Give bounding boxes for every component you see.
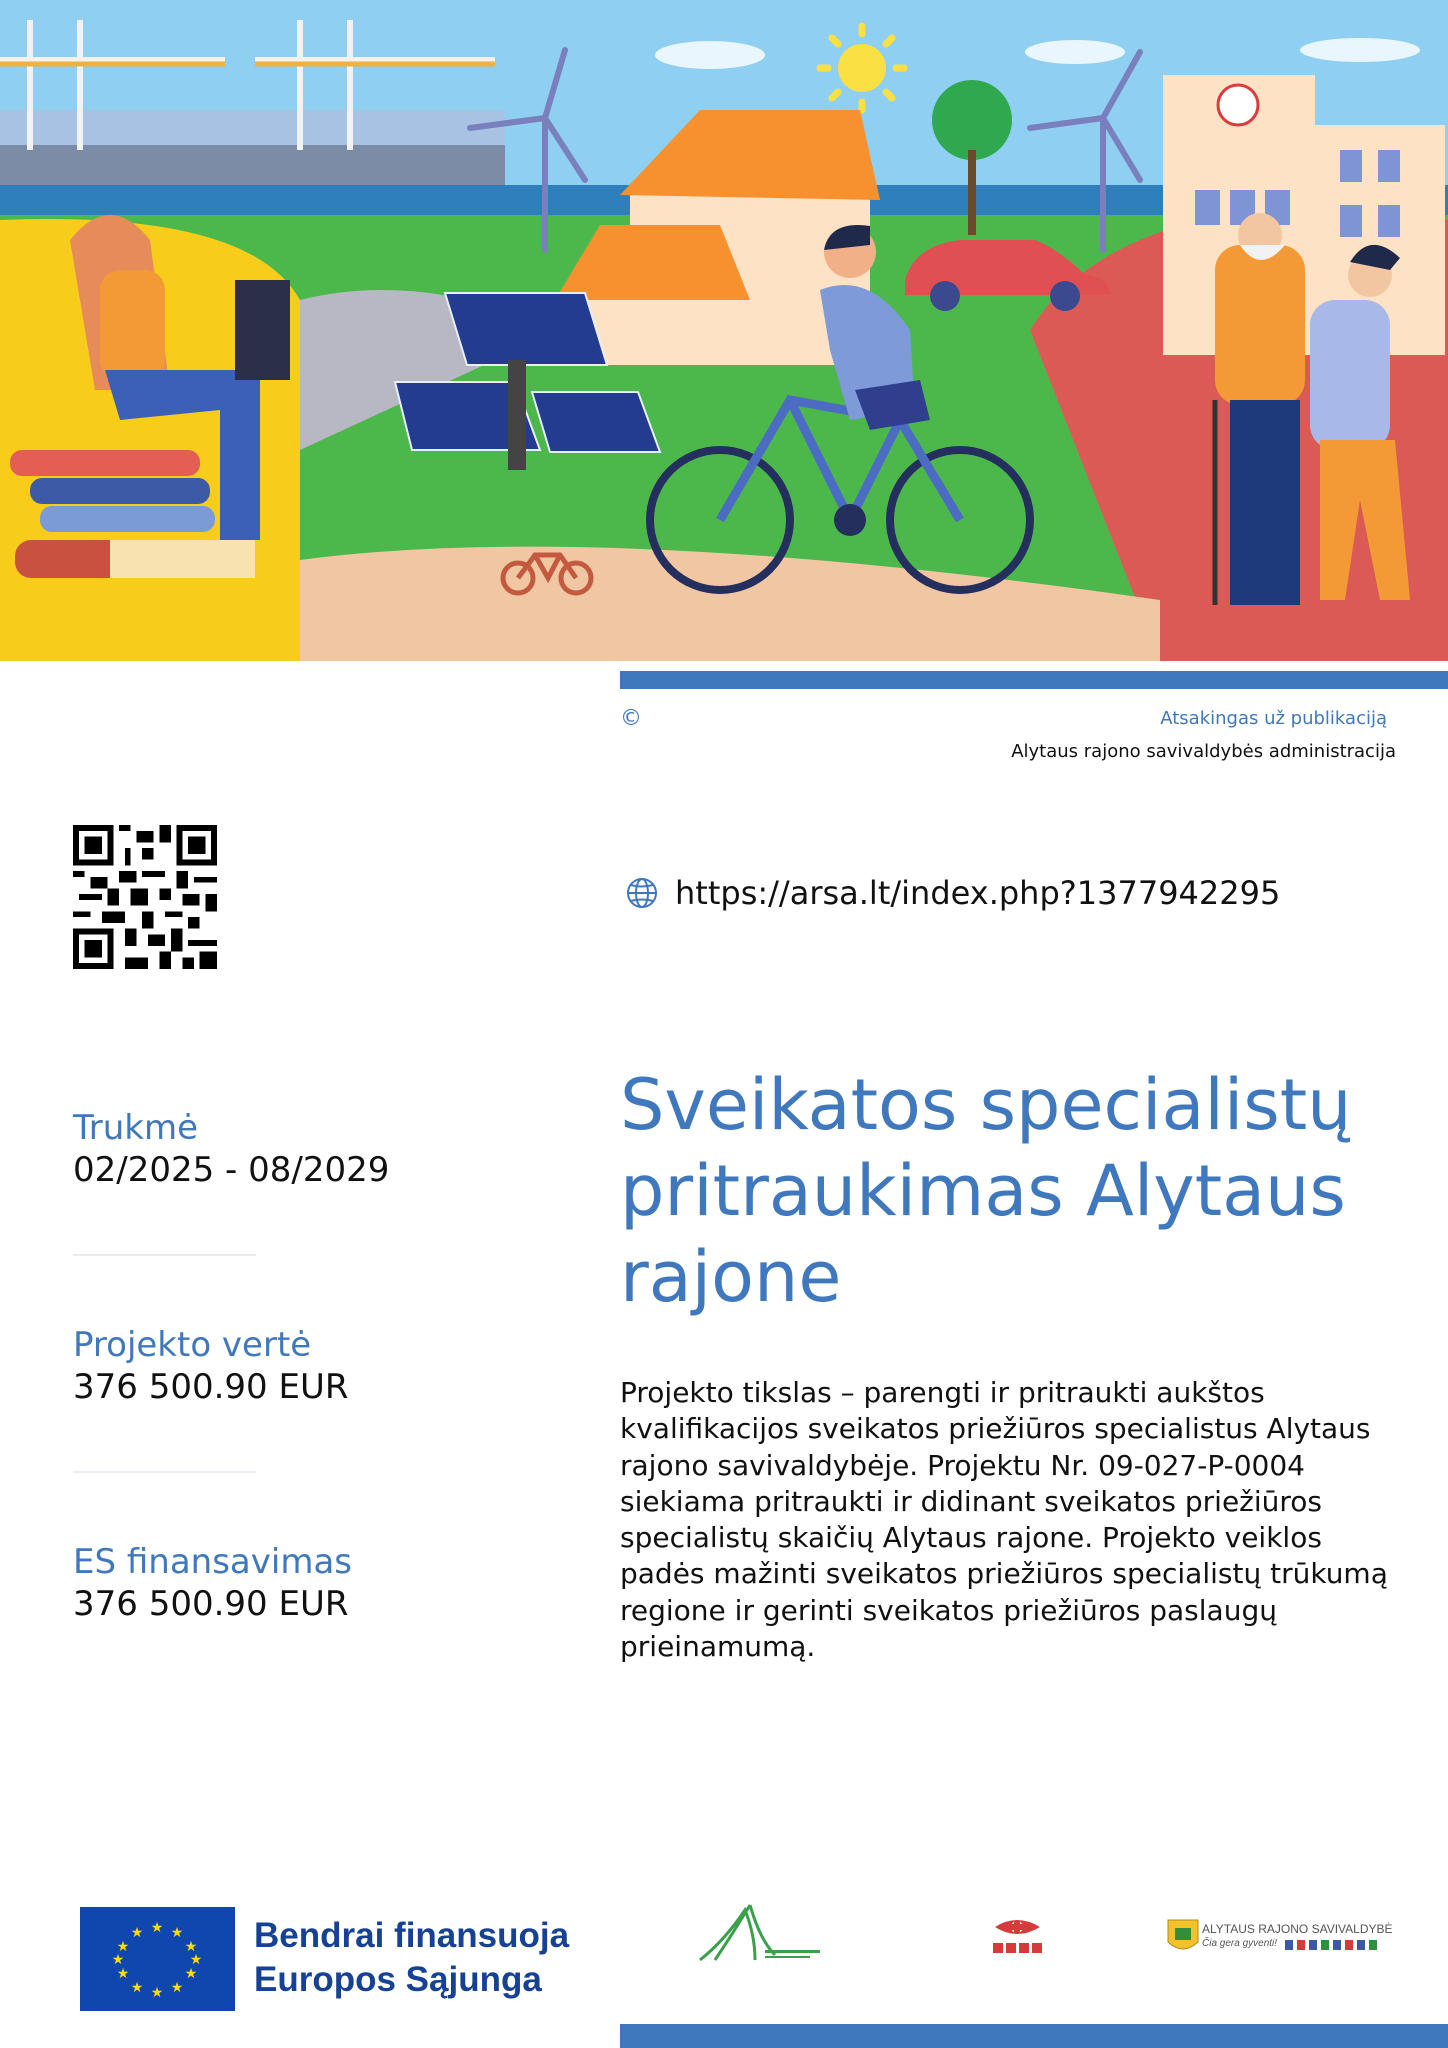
divider (73, 1254, 256, 1256)
svg-text:★: ★ (130, 1980, 144, 1996)
hospital-logo (695, 1900, 830, 1970)
municipality-shields-icon (1285, 1939, 1385, 1951)
project-title: Sveikatos specialistų pritraukimas Alytaus rajone (620, 1064, 1352, 1318)
hero-illustration (0, 0, 1448, 661)
eu-funding-amount: 376 500.90 EUR (73, 1584, 349, 1624)
svg-text:★: ★ (184, 1966, 198, 1982)
eu-funding-label: ES finansavimas (73, 1542, 353, 1582)
svg-text:★: ★ (170, 1980, 184, 1996)
project-value-label: Projekto vertė (73, 1325, 312, 1365)
top-accent-bar (620, 671, 1448, 689)
svg-text:★: ★ (184, 1939, 198, 1955)
eu-text-line1: Bendrai finansuoja (254, 1916, 570, 1955)
divider (73, 1471, 256, 1473)
duration-value: 02/2025 - 08/2029 (73, 1150, 390, 1190)
svg-text:★: ★ (150, 1920, 164, 1936)
svg-text:★: ★ (111, 1952, 125, 1968)
municipality-name: ALYTAUS RAJONO SAVIVALDYBĖ (1202, 1922, 1393, 1936)
project-description: Projekto tikslas – parengti ir pritraukti aukštos kvalifikacijos sveikatos priežiūros specialistus Alytaus rajono savivaldybėje. Projektu Nr. 09-027-P-0004 siekiama pritraukti ir didinant sveikatos priežiūros specialistų skaičių Alytaus rajone. Projekto veiklos padės mažinti sveikatos priežiūros specialistų trūkumą regione ir gerinti sveikatos priežiūros paslaugų prieinamumą. (620, 1376, 1388, 1664)
duration-label: Trukmė (73, 1108, 199, 1148)
svg-text:★: ★ (189, 1952, 203, 1968)
responsible-label: Atsakingas už publikaciją (1160, 708, 1387, 729)
pspc-logo (985, 1915, 1050, 1957)
project-value-amount: 376 500.90 EUR (73, 1367, 349, 1407)
svg-text:★: ★ (116, 1939, 130, 1955)
bottom-accent-bar (620, 2024, 1448, 2048)
qr-code[interactable] (73, 825, 217, 969)
copyright-icon: © (620, 706, 642, 731)
eu-flag-icon (80, 1907, 235, 2011)
eu-cofunded-text (254, 1914, 569, 2002)
project-url-link[interactable]: https://arsa.lt/index.php?1377942295 (675, 874, 1281, 912)
globe-icon (625, 876, 659, 910)
svg-text:★: ★ (170, 1925, 184, 1941)
eu-text-line2: Europos Sąjunga (254, 1960, 542, 1999)
svg-text:★: ★ (150, 1985, 164, 2001)
svg-text:★: ★ (116, 1966, 130, 1982)
svg-text:★: ★ (130, 1925, 144, 1941)
responsible-organization: Alytaus rajono savivaldybės administracija (1011, 741, 1396, 762)
municipality-slogan: Čia gera gyventi! (1202, 1938, 1278, 1949)
